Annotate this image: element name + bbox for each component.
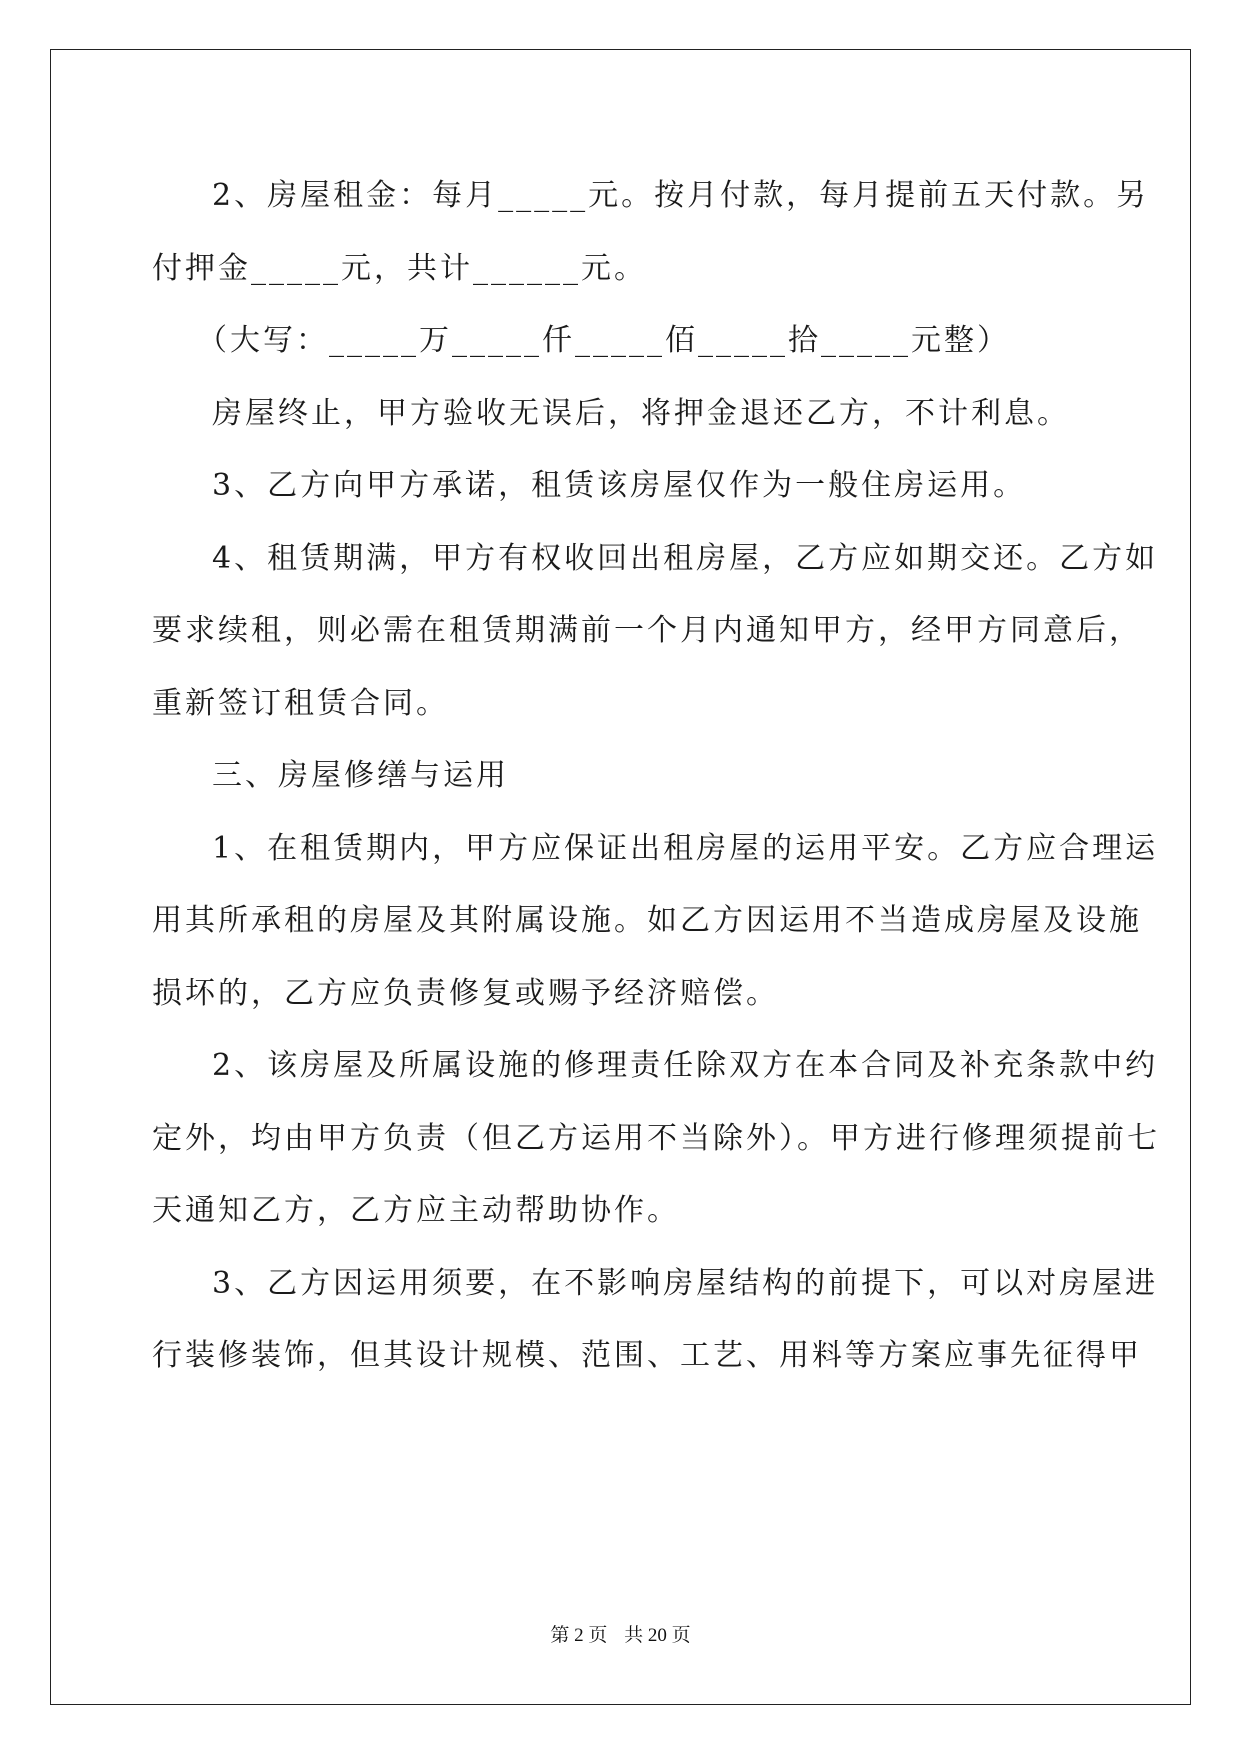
paragraph-repair-1-line3: 损坏的，乙方应负责修复或赐予经济赔偿。 xyxy=(152,975,779,1011)
document-body xyxy=(152,160,1160,1393)
paragraph-amount-in-words: （大写：_____万_____仟_____佰_____拾_____元整） xyxy=(197,323,1010,358)
paragraph-rent-line1: 2、房屋租金：每月_____元。按月付款，每月提前五天付款。另 xyxy=(212,178,1150,213)
page-footer xyxy=(0,1620,1241,1647)
paragraph-clause-4-line3: 重新签订租赁合同。 xyxy=(152,685,449,721)
paragraph-repair-2-line1: 2、该房屋及所属设施的修理责任除双方在本合同及补充条款中约 xyxy=(212,1048,1159,1083)
paragraph-clause-3: 3、乙方向甲方承诺，租赁该房屋仅作为一般住房运用。 xyxy=(212,468,1027,503)
page-number: 第 2 页 xyxy=(550,1625,608,1646)
paragraph-repair-3-line2: 行装修装饰，但其设计规模、范围、工艺、用料等方案应事先征得甲 xyxy=(152,1338,1142,1373)
paragraph-rent-line2: 付押金_____元，共计______元。 xyxy=(152,250,647,286)
page-total: 共 20 页 xyxy=(624,1625,691,1646)
paragraph-repair-2-line2: 定外，均由甲方负责（但乙方运用不当除外）。甲方进行修理须提前七 xyxy=(152,1120,1160,1156)
paragraph-repair-1-line1: 1、在租赁期内，甲方应保证出租房屋的运用平安。乙方应合理运 xyxy=(212,830,1159,866)
paragraph-repair-2-line3: 天通知乙方，乙方应主动帮助协作。 xyxy=(152,1193,680,1228)
paragraph-repair-3-line1: 3、乙方因运用须要，在不影响房屋结构的前提下，可以对房屋进 xyxy=(212,1265,1159,1301)
paragraph-repair-1-line2: 用其所承租的房屋及其附属设施。如乙方因运用不当造成房屋及设施 xyxy=(152,903,1142,938)
paragraph-clause-4-line1: 4、租赁期满，甲方有权收回出租房屋，乙方应如期交还。乙方如 xyxy=(212,540,1159,576)
section-heading-repair: 三、房屋修缮与运用 xyxy=(212,758,509,793)
paragraph-clause-4-line2: 要求续租，则必需在租赁期满前一个月内通知甲方，经甲方同意后， xyxy=(152,613,1142,648)
paragraph-deposit-refund: 房屋终止，甲方验收无误后，将押金退还乙方，不计利息。 xyxy=(212,395,1070,431)
